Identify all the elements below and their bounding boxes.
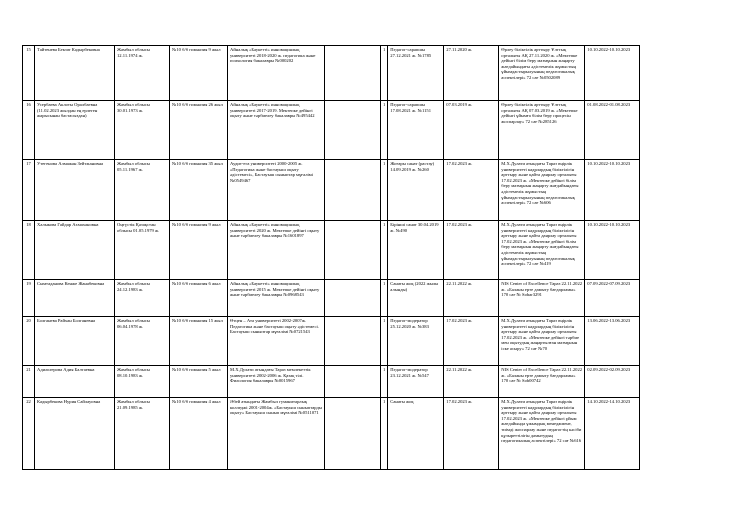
- cell-attestation-period: 14.10.2022-14.10.2023: [585, 398, 640, 470]
- table-row: [23, 221, 640, 280]
- cell-school-experience: №10 б/б гимназия 26 жыл: [170, 101, 228, 160]
- cell-school-experience: №10 б/б гимназия 4 жыл: [170, 398, 228, 470]
- table-row: [23, 398, 640, 470]
- cell-attestation-period: 10.10.2022-10.10.2023: [585, 46, 640, 101]
- cell-school-experience: №10 б/б гимназия 6 жыл: [170, 280, 228, 317]
- cell-category: Санаты жоқ (2022 жылы алынды): [388, 280, 444, 317]
- cell-school-experience: №10 б/б гимназия 9 жыл: [170, 46, 228, 101]
- cell-row-number: 21: [23, 366, 35, 398]
- cell-count: 1: [381, 398, 388, 470]
- cell-attestation-period: 02.09.2022-02.09.2023: [585, 366, 640, 398]
- cell-education: Айналық «Баукетті» инновациялық университеті 2017-2019. Мектепке дейінгі оқыту және тәрбиелеу бакалавры №495442: [228, 101, 325, 160]
- cell-course-date: 17.02.2023 ж.: [444, 160, 499, 221]
- cell-region-birthdate: Жамбыл облысы 08.10.1983 ж.: [115, 366, 170, 398]
- cell-region-birthdate: Жамбыл облысы 30.01.1973 ж.: [115, 101, 170, 160]
- cell-row-number: 22: [23, 398, 35, 470]
- cell-education: Айналық «Баукетті» инновациялық университеті 2020 ж. Мектепке дейінгі оқыту және тәрбиелеу бакалавры №1601897: [228, 221, 325, 280]
- cell-attestation-period: 07.09.2022-07.09.2023: [585, 280, 640, 317]
- cell-education: Өтцен – Ата университеті 2002-2007ж. Педагогика және бастауыш оқыту әдістемесі. Бастауыш сыныптар мұғалімі №0721543: [228, 317, 325, 366]
- cell-count: 1: [381, 280, 388, 317]
- cell-category: Жоғары санат (растау) 14.09.2019 ж. №260: [388, 160, 444, 221]
- cell-name: Тайтенева Бекзат Кадырбековна: [35, 46, 115, 101]
- cell-course-info: Өрлеу біліктілік арттыру Ұлттық орталығы АҚ 07.03.2019 ж. «Мектепке дейінгі ұйымға білім беру процесін жоспарлау» 72 сағ №285126: [499, 101, 585, 160]
- cell-course-info: М.Х.Дулати атындағы Тараз өңірлік университеті кадрлардың біліктілігін арттыру және қайта даярлау орталығы 17.02.2023 ж. «Мектепке дейінгі ұйым жағдайында ұжымдық менеджмент, тиімді жоспарлау және педагогтің кәсіби құзыреттілігін дамытудың педагогикалық аспектілері» 72 сағ №616: [499, 398, 585, 470]
- cell-course-date: 17.02.2023 ж.: [444, 221, 499, 280]
- cell-attestation-period: 01.08.2022-01.08.2023: [585, 101, 640, 160]
- cell-blank: [325, 221, 381, 280]
- cell-name: Кадырбекова Нурия Сайлауовна: [35, 398, 115, 470]
- cell-category: Педагог-сарапшы 17.08.2021 ж. №1151: [388, 101, 444, 160]
- cell-row-number: 17: [23, 160, 35, 221]
- cell-blank: [325, 101, 381, 160]
- cell-course-date: 22.11.2022 ж.: [444, 280, 499, 317]
- cell-attestation-period: 10.10.2022-10.10.2023: [585, 160, 640, 221]
- cell-category: Бірінші санат 30.04.2019 ж. №490: [388, 221, 444, 280]
- cell-course-info: М.Х.Дулати атындағы Тараз өңірлік университеті кадрлардың біліктілігін арттыру және қайта даярлау орталығы 17.02.2023 ж. «Мектепке дейінгі білім беру мазмұнын жаңарту жағдайындағы әдістемелік жұмыстың ұйымдастырылуының педагогикалық аспектілері» 72 сағ №419: [499, 221, 585, 280]
- cell-category: Санаты жоқ: [388, 398, 444, 470]
- cell-course-date: 27.11.2020 ж.: [444, 46, 499, 101]
- cell-category: Педагог-сарапшы 27.12.2021 ж. №1785: [388, 46, 444, 101]
- cell-category: Педагог-модератор 23.12.2021 ж. №547: [388, 366, 444, 398]
- cell-region-birthdate: Оңтүстік Қазақстан облысы 01.05.1979 ж.: [115, 221, 170, 280]
- cell-row-number: 18: [23, 221, 35, 280]
- table-row: [23, 317, 640, 366]
- cell-blank: [325, 366, 381, 398]
- cell-count: 1: [381, 366, 388, 398]
- cell-attestation-period: 10.10.2022-10.10.2023: [585, 221, 640, 280]
- cell-count: 1: [381, 317, 388, 366]
- cell-education: М.Х.Дулати атындағы Тараз мемлекеттік университеті 2002-2006 ж. Қазақ тілі. Филология бакалавры №0015967: [228, 366, 325, 398]
- cell-name: Болганева Райхан Болганевна: [35, 317, 115, 366]
- cell-blank: [325, 317, 381, 366]
- cell-region-birthdate: Жамбыл облысы 12.11.1974 ж.: [115, 46, 170, 101]
- cell-course-info: NIS Center of Excellence Тараз 22.11.2022 ж. «Баланы ерте дамыту бағдарламы» 170 сағ № Sobar3291: [499, 280, 585, 317]
- cell-region-birthdate: Жамбыл облысы 06.04.1978 ж.: [115, 317, 170, 366]
- cell-blank: [325, 160, 381, 221]
- cell-region-birthdate: Жамбыл облысы 24.12.1983 ж.: [115, 280, 170, 317]
- cell-count: 1: [381, 46, 388, 101]
- cell-course-info: М.Х.Дулати атындағы Тараз өңірлік университеті кадрлардың біліктілігін арттыру және қайта даярлау орталығы 17.02.2023 ж. «Мектепке дейінгі білім беру мазмұнын жаңарту жағдайындағы әдістемелік жұмыстың ұйымдастырылуының педагогикалық аспектілері» 72 сағ №606: [499, 160, 585, 221]
- table-row: [23, 280, 640, 317]
- cell-school-experience: №10 б/б гимназия 15 жыл: [170, 317, 228, 366]
- cell-name: Халыкова Гайдар Ахмахановна: [35, 221, 115, 280]
- cell-attestation-period: 13.06.2022-13.06.2023: [585, 317, 640, 366]
- cell-school-experience: №10 б/б гимназия 9 жыл: [170, 221, 228, 280]
- cell-row-number: 16: [23, 101, 35, 160]
- cell-education: Айналық «Баукетті» инновациялық университеті 2018-2020 ж. педагогика және психология бакалавры №000202: [228, 46, 325, 101]
- cell-education: Әбей атындағы Жамбыл гуманитарлық колледжі 2001-2004ж. «Бастауыш сыныптарды оқыту» Бастауыш сынып мұғалімі №0511071: [228, 398, 325, 470]
- cell-school-experience: №10 б/б гимназия 5 жыл: [170, 366, 228, 398]
- cell-name: Утегенова Алмажан Зейтжановна: [35, 160, 115, 221]
- cell-category: Педагог-модератор 25.12.2020 ж. №383: [388, 317, 444, 366]
- cell-name: Усербаева Аклоты Оралбаевна (11.02.2023 жылдан ең ерлеген жарысынан бастасыздан): [35, 101, 115, 160]
- cell-course-date: 07.03.2019 ж.: [444, 101, 499, 160]
- cell-education: Аудит-ега университеті 2000-2005 ж. «Педагогика және бастауыш оқыту әдістемесі», Бастауыш сыныптар мұғалімі №0549467: [228, 160, 325, 221]
- cell-blank: [325, 280, 381, 317]
- cell-course-date: 17.02.2023 ж.: [444, 398, 499, 470]
- cell-name: Адильтерова Адия Балтаевна: [35, 366, 115, 398]
- cell-name: Сымтаданова Кенжe Жанабековна: [35, 280, 115, 317]
- cell-blank: [325, 398, 381, 470]
- cell-school-experience: №10 б/б гимназия 35 жыл: [170, 160, 228, 221]
- table-row: [23, 101, 640, 160]
- cell-region-birthdate: Жамбыл облысы 21.09.1985 ж.: [115, 398, 170, 470]
- cell-course-info: Өрлеу біліктілік арттыру Ұлттық орталығы АҚ 27.11.2020 ж. «Мектепке дейінгі білім беру мазмұнын жаңарту жағдайындағы әдістемелік жұмыстың ұйымдастырылуының педагогикалық аспектілері» 72 сағ №0502089: [499, 46, 585, 101]
- cell-count: 1: [381, 221, 388, 280]
- cell-course-info: NIS Center of Excellence Тараз 22.11.2022 ж. «Баланы ерте дамыту бағдарламы» 170 сағ № Sob00742: [499, 366, 585, 398]
- cell-count: 1: [381, 101, 388, 160]
- cell-row-number: 15: [23, 46, 35, 101]
- cell-course-date: 17.02.2023 ж.: [444, 317, 499, 366]
- table-row: [23, 46, 640, 101]
- staff-table: [22, 45, 640, 470]
- cell-course-info: М.Х.Дулати атындағы Тараз өңірлік университеті кадрлардың біліктілігін арттыру және қайта даярлау орталығы 17.02.2023 ж. «Мектепке дейінгі тәрбие мен оқытудың жаңартылған мазмұнын іске асыру» 72 сағ №70: [499, 317, 585, 366]
- cell-count: 1: [381, 160, 388, 221]
- cell-region-birthdate: Жамбыл облысы 05.11.1967 ж.: [115, 160, 170, 221]
- cell-course-date: 22.11.2022 ж.: [444, 366, 499, 398]
- cell-row-number: 20: [23, 317, 35, 366]
- table-row: [23, 160, 640, 221]
- cell-row-number: 19: [23, 280, 35, 317]
- cell-education: Айналық «Баукетті» инновациялық университеті 2015 ж. Мектепке дейінгі оқыту және тәрбиелеу бакалавры №0968543: [228, 280, 325, 317]
- table-row: [23, 366, 640, 398]
- cell-blank: [325, 46, 381, 101]
